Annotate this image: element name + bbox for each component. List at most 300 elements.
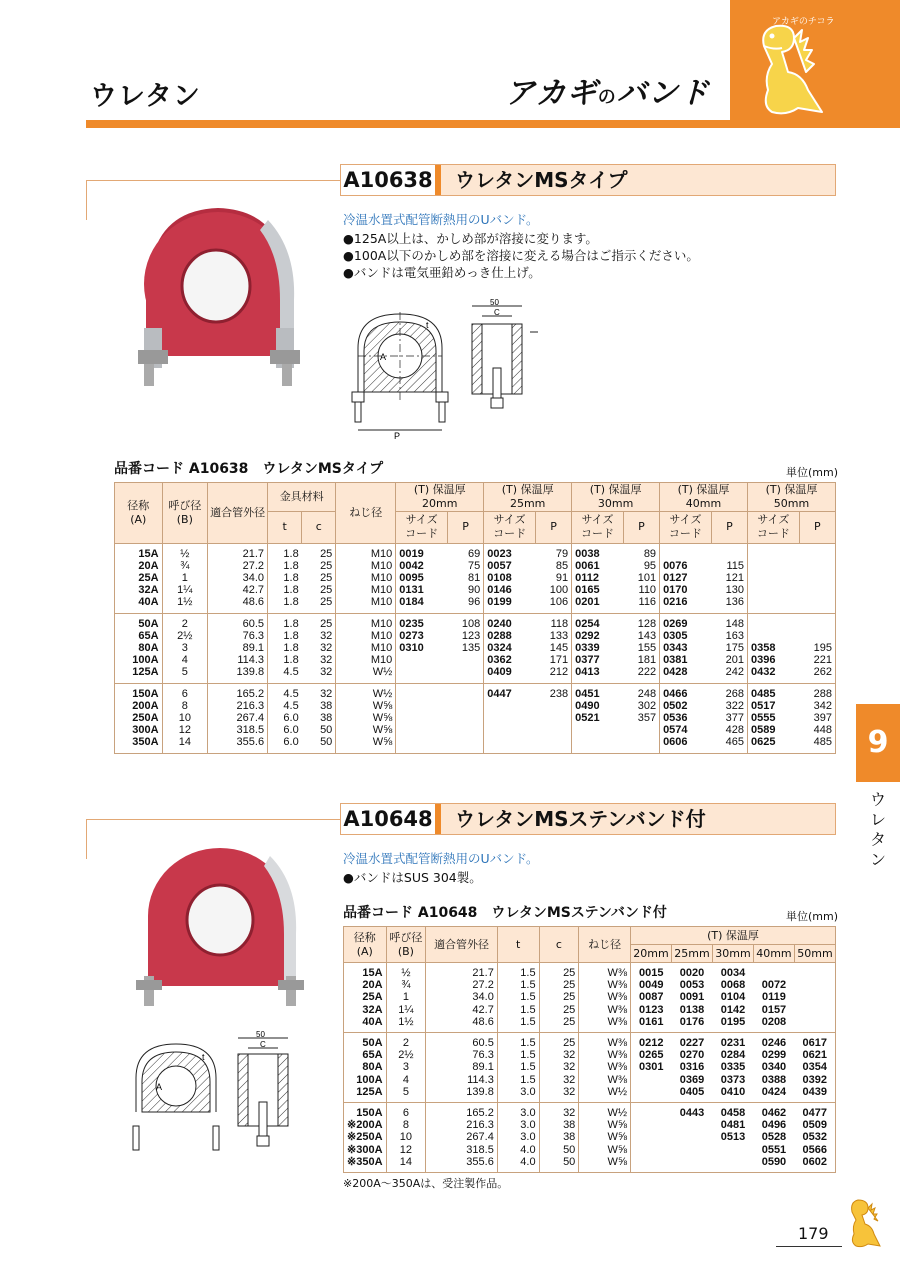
cell-value: 100A (132, 654, 159, 667)
cell-value: 50 (563, 1143, 576, 1156)
section-a-rule (86, 180, 340, 181)
cell-value: 100 (549, 584, 569, 597)
cell-value: 0335 (720, 1061, 746, 1074)
cell-value: 0015 (639, 967, 664, 979)
dinosaur-mascot-icon (742, 16, 828, 120)
cell-value: 0528 (761, 1131, 787, 1144)
cell-value: 0617 (802, 1037, 827, 1050)
section-b-code: A10648 (341, 804, 441, 834)
cell-value: 0377 (575, 654, 600, 667)
cell-value: 2½ (177, 629, 193, 642)
cell-value: 139.8 (466, 1085, 494, 1098)
cell-value: 81 (467, 571, 481, 584)
brand-main: アカギ (505, 76, 598, 111)
cell-value: 0170 (663, 584, 688, 597)
cell-value: 1.8 (283, 654, 299, 667)
cell-value: 248 (637, 687, 657, 700)
cell-value: 80A (362, 1061, 383, 1074)
cell-p (623, 543, 659, 613)
cell-value: 0536 (663, 711, 688, 724)
cell-value (451, 666, 481, 678)
cell-value: 1.5 (520, 1003, 536, 1016)
cell-value (756, 967, 791, 979)
cell-value: 85 (555, 559, 569, 572)
chapter-char: レ (869, 810, 886, 829)
cell-nominal (115, 613, 163, 683)
cell-value: 0042 (399, 559, 424, 572)
cell-value: 0227 (679, 1037, 705, 1050)
chapter-char: ウ (869, 790, 886, 809)
cell-od (426, 1103, 498, 1173)
cell-size-code (747, 683, 799, 753)
cell-value: 238 (549, 687, 569, 700)
cell-value: 114.3 (237, 654, 265, 667)
cell-value: 1.5 (520, 1073, 536, 1086)
cell-value: 163 (725, 629, 744, 642)
cell-value: 6 (181, 687, 188, 700)
cell-value: 0502 (663, 699, 688, 712)
col-bore-unit: (B) (176, 512, 193, 526)
cell-value: 1.5 (520, 1061, 536, 1074)
cell-p (711, 613, 747, 683)
cell-value: 2½ (398, 1049, 414, 1062)
cell-size-code (794, 1033, 835, 1103)
cell-value: 318.5 (466, 1143, 494, 1156)
cell-value: 0201 (575, 596, 600, 609)
cell-size-code (712, 1033, 753, 1103)
cell-value: 110 (638, 584, 657, 597)
cell-value: 165.2 (466, 1107, 494, 1120)
cell-value: 25A (362, 991, 383, 1004)
cell-value: 130 (725, 584, 744, 597)
col-thick-40: (T) 保温厚40mm (660, 483, 748, 512)
cell-size-code (671, 1103, 712, 1173)
cell-value: 0590 (761, 1155, 787, 1168)
cell-p (623, 613, 659, 683)
cell-value: 448 (813, 724, 832, 737)
cell-value (399, 724, 444, 736)
cell-value: 15A (362, 967, 383, 979)
cell-size-code (572, 613, 624, 683)
cell-value: 1.8 (283, 584, 299, 597)
cell-value: 288 (813, 687, 832, 700)
cell-value: M10 (370, 654, 393, 667)
cell-value: 136 (725, 596, 744, 609)
cell-value: 0020 (679, 967, 705, 979)
cell-value: 12 (178, 724, 191, 737)
cell-value (399, 736, 444, 748)
cell-value: 0246 (761, 1037, 787, 1050)
section-a-code: A10638 (341, 165, 441, 195)
cell-bore (162, 613, 208, 683)
cell-value (751, 584, 796, 596)
cell-value: 0161 (639, 1015, 664, 1028)
col-thick-40: 40mm (753, 945, 794, 963)
cell-value (487, 724, 532, 736)
cell-value (634, 1131, 668, 1143)
cell-value: 216.3 (236, 699, 265, 712)
cell-value: 3.0 (520, 1119, 536, 1132)
cell-value: 21.7 (242, 547, 265, 560)
cell-size-code (484, 683, 536, 753)
cell-value: 200A (132, 699, 159, 712)
table-row-group (344, 963, 836, 1033)
cell-value: 6.0 (283, 736, 299, 749)
cell-value: W⅜ (607, 1015, 627, 1028)
cell-value: 355.6 (236, 736, 265, 749)
cell-value: 222 (637, 666, 657, 679)
cell-value (487, 712, 532, 724)
cell-value: 6.0 (283, 724, 299, 737)
corner-label: アカギのチコラ (772, 17, 835, 27)
cell-value (538, 736, 568, 748)
cell-value (674, 1119, 709, 1131)
cell-value: 0284 (720, 1049, 746, 1062)
cell-value (575, 736, 620, 748)
cell-t (268, 613, 302, 683)
cell-value: 10 (399, 1131, 413, 1144)
chapter-char: タ (869, 830, 886, 849)
cell-value: 1½ (177, 596, 193, 609)
cell-od (426, 1033, 498, 1103)
cell-value (399, 654, 444, 666)
cell-screw (579, 1033, 631, 1103)
cell-t (497, 1033, 539, 1103)
cell-value: 89.1 (472, 1061, 494, 1074)
cell-value: W⅜ (607, 979, 627, 992)
cell-value: 0410 (720, 1085, 746, 1098)
label-t: t (426, 320, 429, 330)
cell-bore (162, 543, 208, 613)
cell-value (538, 700, 568, 712)
cell-value: 90 (467, 584, 481, 597)
cell-t (497, 963, 539, 1033)
cell-size-code (753, 1033, 794, 1103)
cell-p (623, 683, 659, 753)
cell-screw (336, 543, 396, 613)
cell-value: 0034 (720, 967, 746, 979)
cell-value: ¾ (180, 559, 190, 572)
cell-od (208, 543, 268, 613)
cell-value: 221 (813, 654, 832, 667)
cell-value: 0157 (761, 1003, 787, 1016)
cell-value (715, 1144, 750, 1156)
cell-value: W⅜ (607, 1037, 627, 1050)
cell-value (715, 1156, 750, 1168)
cell-value: 0354 (802, 1061, 827, 1074)
cell-value: 0424 (761, 1085, 787, 1098)
cell-value: 0396 (750, 654, 776, 667)
cell-value (751, 548, 796, 560)
cell-value: 34.0 (472, 991, 494, 1004)
cell-nominal (344, 1103, 387, 1173)
cell-value: 0216 (663, 596, 688, 609)
cell-value (751, 618, 796, 630)
cell-value: 0301 (639, 1061, 664, 1074)
cell-nominal (115, 683, 163, 753)
cell-value (674, 1156, 709, 1168)
cell-value: 0138 (679, 1003, 705, 1016)
cell-value: W⅝ (607, 1131, 627, 1144)
cell-value: 0023 (487, 547, 512, 560)
cell-value: M10 (370, 584, 393, 597)
brand-no: の (597, 87, 617, 108)
cell-value: 139.8 (236, 666, 265, 679)
cell-size-code (572, 543, 624, 613)
cell-value: 1.5 (520, 991, 536, 1004)
cell-value: 4 (181, 654, 188, 667)
cell-value: 0292 (575, 629, 600, 642)
cell-p (535, 683, 571, 753)
cell-value: 0184 (399, 596, 424, 609)
cell-value: 0566 (802, 1143, 827, 1156)
cell-value: 40A (138, 596, 159, 609)
cell-size-code (484, 613, 536, 683)
cell-value: 145 (549, 641, 569, 654)
col-size-code (747, 511, 799, 543)
cell-value: 465 (725, 736, 744, 749)
section-a-unit: 単位(mm) (786, 466, 839, 479)
footnote: ※200A～350Aは、受注製作品。 (343, 1177, 509, 1190)
cell-value: 1.5 (520, 1049, 536, 1062)
col-thick-25: 25mm (671, 945, 712, 963)
cell-value: 50A (138, 617, 159, 630)
cell-value (751, 596, 796, 608)
cell-value: 1.5 (520, 979, 536, 992)
dinosaur-mascot-icon (842, 1196, 882, 1250)
cell-p (799, 613, 835, 683)
cell-screw (336, 683, 396, 753)
cell-value: 133 (549, 629, 569, 642)
cell-value: 195 (813, 641, 832, 654)
brand-title (505, 68, 710, 112)
cell-value: 4 (402, 1073, 409, 1086)
cell-value: 0509 (802, 1119, 827, 1132)
cell-value: 150A (356, 1107, 383, 1120)
cell-value: 38 (320, 699, 333, 712)
col-thick: (T) 保温厚 (631, 927, 836, 945)
size-code-line1: サイズ (757, 513, 790, 527)
col-metal: 金具材料 (268, 483, 336, 512)
cell-value: 0299 (761, 1049, 787, 1062)
cell-value: 89 (643, 547, 657, 560)
table-row-group (344, 1033, 836, 1103)
label-width: 50 (256, 1030, 265, 1039)
cell-value: 0443 (679, 1107, 705, 1120)
cell-value: 0095 (399, 571, 424, 584)
cell-value: 0340 (761, 1061, 787, 1074)
section-a-heading (340, 164, 836, 196)
cell-value: 0496 (761, 1119, 787, 1132)
col-size-code (572, 511, 624, 543)
cell-value: 6.0 (283, 711, 299, 724)
cell-value: W⅜ (607, 1049, 627, 1062)
col-screw: ねじ径 (336, 483, 396, 544)
cell-value: 25 (320, 584, 333, 597)
col-thick-25: (T) 保温厚25mm (484, 483, 572, 512)
cell-value: 0458 (720, 1107, 746, 1120)
cell-value (797, 1004, 832, 1016)
cell-value: 0589 (750, 724, 776, 737)
cell-value: 123 (461, 629, 481, 642)
size-code-line2: コード (405, 527, 439, 540)
cell-value: 0076 (663, 559, 688, 572)
cell-value: 0343 (663, 641, 688, 654)
cell-value: 115 (726, 559, 744, 572)
cell-value: 32 (563, 1049, 576, 1062)
cell-value: 1 (402, 991, 409, 1004)
cell-value (751, 630, 796, 642)
cell-value: 2 (181, 617, 188, 630)
cell-value: W½ (372, 687, 393, 700)
cell-c (302, 613, 336, 683)
cell-value: 171 (549, 654, 569, 667)
cell-nominal (344, 963, 387, 1033)
cell-value: 0240 (487, 617, 512, 630)
section-a-bullet-3: ●バンドは電気亜鉛めっき仕上げ。 (343, 265, 541, 280)
cell-value: 0305 (663, 629, 688, 642)
cell-value: 0625 (750, 736, 776, 749)
cell-value: 0606 (663, 736, 688, 749)
cell-value: 0532 (802, 1131, 827, 1144)
col-thick-50: 50mm (794, 945, 835, 963)
cell-value: 1.8 (283, 596, 299, 609)
cell-value: 0362 (487, 654, 512, 667)
cell-value: 0087 (639, 991, 664, 1004)
cell-value: 1½ (398, 1015, 414, 1028)
cell-value: 38 (563, 1131, 576, 1144)
cell-value: 0195 (720, 1015, 746, 1028)
cell-od (208, 683, 268, 753)
cell-value: W½ (607, 1085, 627, 1098)
cell-value: 4.0 (520, 1143, 536, 1156)
cell-value: 0038 (575, 547, 600, 560)
cell-value: 121 (725, 571, 744, 584)
cell-screw (579, 1103, 631, 1173)
cell-value (802, 548, 832, 560)
chapter-tab: 9 (856, 704, 900, 782)
cell-value: 150A (132, 687, 159, 700)
cell-value: W⅝ (372, 736, 393, 749)
cell-value (802, 584, 832, 596)
cell-value: 300A (132, 724, 159, 737)
cell-value: 0273 (399, 629, 424, 642)
cell-value: 32 (320, 641, 333, 654)
cell-value: 14 (399, 1155, 413, 1168)
cell-value: M10 (370, 571, 393, 584)
chapter-label (866, 790, 890, 870)
cell-value: 32 (563, 1073, 576, 1086)
cell-value: 48.6 (472, 1015, 494, 1028)
cell-value: 25 (563, 967, 576, 979)
cell-value (797, 991, 832, 1003)
col-p: P (623, 511, 659, 543)
cell-value: 0513 (720, 1131, 746, 1144)
cell-value: 0521 (575, 711, 600, 724)
cell-size-code (671, 963, 712, 1033)
cell-value: ½ (401, 967, 411, 979)
cell-value: 5 (181, 666, 188, 679)
cell-value: 118 (550, 617, 569, 630)
cell-nominal (115, 543, 163, 613)
cell-value: 3 (402, 1061, 409, 1074)
cell-value: M10 (370, 559, 393, 572)
cell-value: 0127 (663, 571, 688, 584)
cell-value: W⅝ (607, 1143, 627, 1156)
size-code-line2: コード (493, 527, 527, 540)
cell-value: 101 (637, 571, 657, 584)
section-a-lead: 冷温水置式配管断熱用のUバンド。 (343, 212, 539, 227)
cell-value: 1.8 (283, 559, 299, 572)
cell-od (426, 963, 498, 1033)
section-b-rule-v (86, 819, 87, 859)
cell-value: ※350A (347, 1155, 383, 1168)
page-title: ウレタン (90, 81, 201, 112)
cell-value: 106 (549, 596, 569, 609)
cell-value: 342 (813, 699, 832, 712)
cell-value (451, 688, 481, 700)
col-p: P (448, 511, 484, 543)
page-number: 179 (798, 1224, 829, 1243)
cell-value: 76.3 (242, 629, 265, 642)
section-b-bullet-1: ●バンドはSUS 304製。 (343, 870, 482, 885)
cell-size-code (396, 543, 448, 613)
cell-value: 32 (563, 1061, 576, 1074)
cell-value: 1.5 (520, 967, 536, 979)
cell-value: 0019 (399, 547, 424, 560)
cell-value: W½ (372, 666, 393, 679)
col-thick-30: 30mm (712, 945, 753, 963)
cell-value: 181 (637, 654, 657, 667)
cell-value (663, 548, 708, 560)
cell-value: M10 (370, 641, 393, 654)
cell-value: 0621 (802, 1049, 827, 1062)
cell-value: 50 (320, 736, 333, 749)
cell-value: 0057 (487, 559, 512, 572)
cell-value: 355.6 (466, 1155, 494, 1168)
cell-value (538, 724, 568, 736)
cell-value: 0485 (750, 687, 776, 700)
cell-size-code (753, 1103, 794, 1173)
col-size-code (660, 511, 712, 543)
cell-value: 32 (320, 654, 333, 667)
cell-value: ½ (180, 547, 190, 560)
cell-value (802, 618, 832, 630)
cell-p (711, 683, 747, 753)
cell-value: 377 (725, 711, 744, 724)
cell-value (714, 548, 744, 560)
cell-value (487, 700, 532, 712)
cell-value: 25 (320, 617, 333, 630)
cell-value (751, 572, 796, 584)
cell-value: 25A (138, 571, 159, 584)
cell-value (674, 1131, 709, 1143)
cell-value: 0481 (720, 1119, 746, 1132)
cell-value: 25 (563, 1003, 576, 1016)
cell-value: 108 (461, 617, 481, 630)
cell-value: 25 (563, 991, 576, 1004)
cell-value: 0270 (679, 1049, 705, 1062)
cell-value: ※200A (347, 1119, 383, 1132)
label-a: A (156, 1082, 163, 1092)
section-b-table-caption: 品番コード A10648 ウレタンMSステンバンド付 (343, 905, 667, 921)
cell-value: 0373 (720, 1073, 746, 1086)
table-row-group (115, 613, 836, 683)
cell-value: 428 (725, 724, 744, 737)
col-bore (386, 927, 426, 963)
cell-size-code (712, 963, 753, 1033)
cell-value: ¾ (401, 979, 411, 992)
